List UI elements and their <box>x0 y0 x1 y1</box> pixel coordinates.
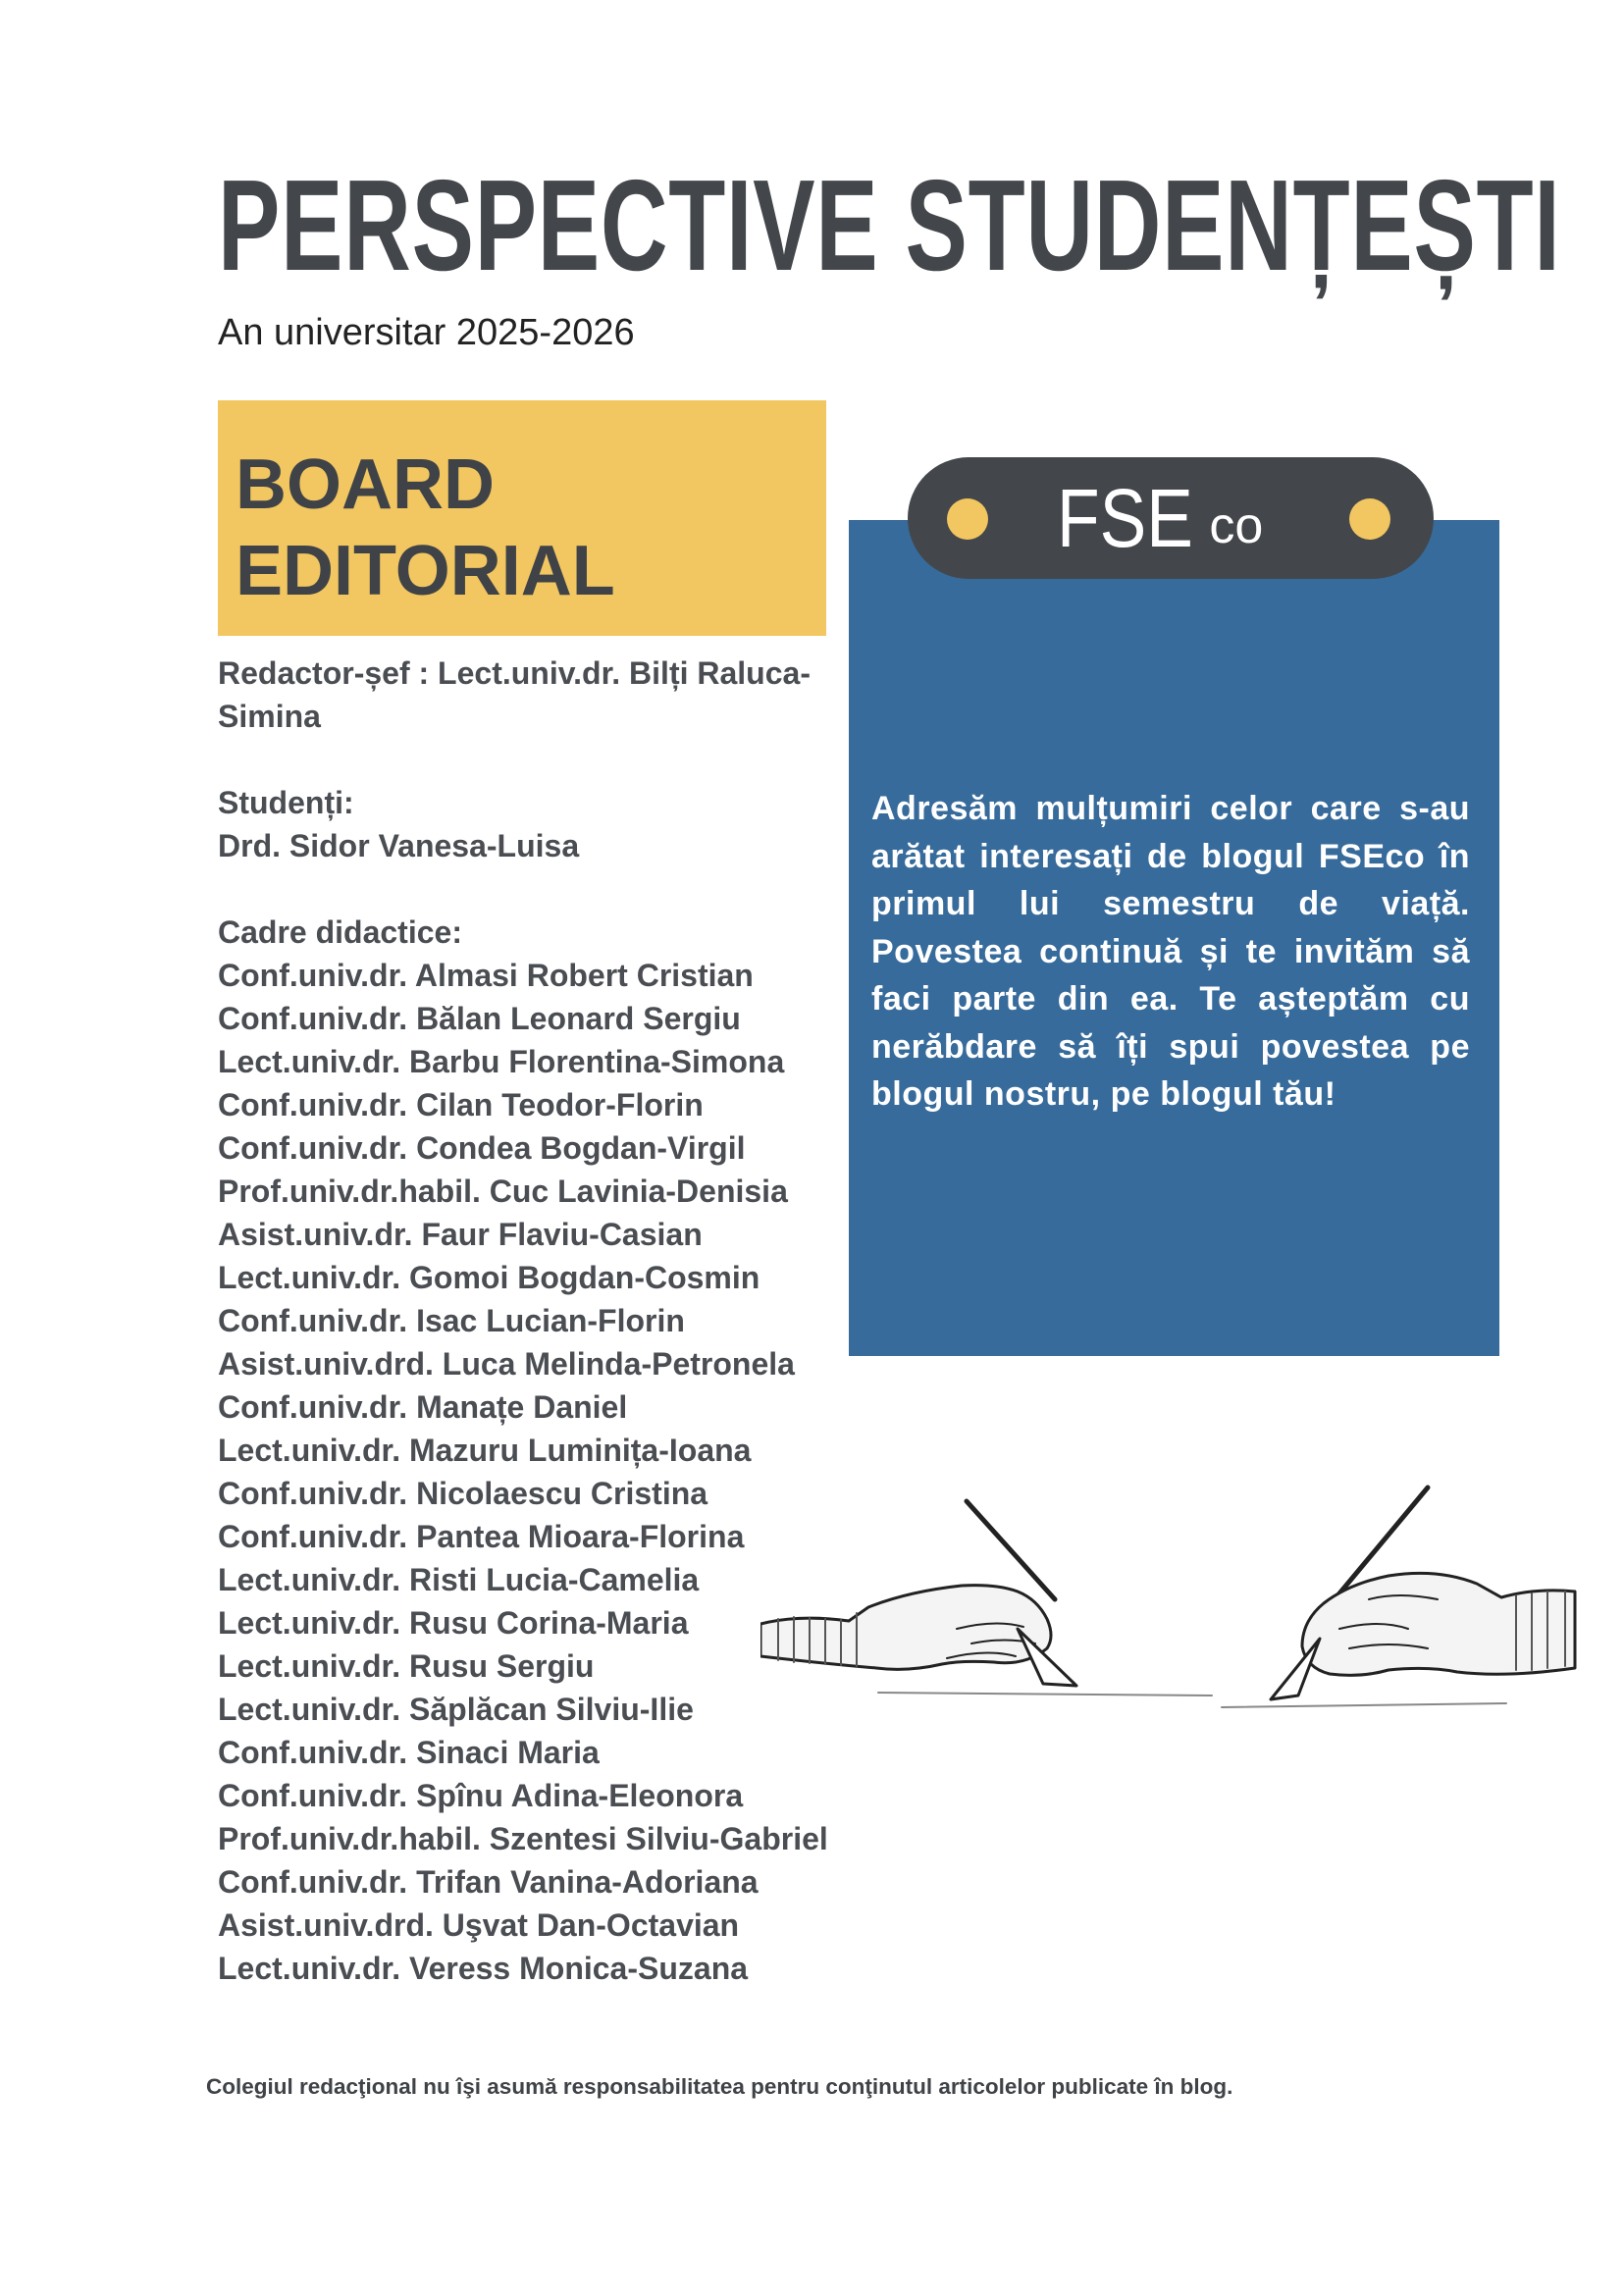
staff-name: Lect.univ.dr. Gomoi Bogdan-Cosmin <box>218 1260 760 1295</box>
staff-name: Conf.univ.dr. Trifan Vanina-Adoriana <box>218 1864 759 1900</box>
thanks-text: Adresăm mulțumiri celor care s-au arătat interesați de blogul FSEco în primul lui semestru de viață. Povestea continuă și te invităm să faci parte din ea. Te așteptăm cu nerăbdare să îți spui povestea pe blogul nostru, pe blogul tău! <box>871 790 1470 1113</box>
logo-sub-text: co <box>1209 497 1264 554</box>
student-name: Drd. Sidor Vanesa-Luisa <box>218 828 580 863</box>
board-heading <box>236 442 615 614</box>
staff-name: Prof.univ.dr.habil. Szentesi Silviu-Gabriel <box>218 1821 828 1856</box>
staff-name: Lect.univ.dr. Rusu Corina-Maria <box>218 1605 689 1641</box>
staff-name: Conf.univ.dr. Condea Bogdan-Virgil <box>218 1130 746 1166</box>
students-heading: Studenți: <box>218 785 354 820</box>
staff-name: Lect.univ.dr. Risti Lucia-Camelia <box>218 1562 700 1597</box>
staff-name: Conf.univ.dr. Almasi Robert Cristian <box>218 958 754 993</box>
editor-in-chief-line: Redactor-șef : Lect.univ.dr. Bilți Raluca- <box>218 655 811 691</box>
staff-name: Prof.univ.dr.habil. Cuc Lavinia-Denisia <box>218 1174 788 1209</box>
yellow-dot-icon <box>1349 498 1390 540</box>
footer-disclaimer: Colegiul redacţional nu îşi asumă responsabilitatea pentru conţinutul articolelor publicate în blog. <box>206 2074 1233 2099</box>
staff-name: Lect.univ.dr. Veress Monica-Suzana <box>218 1951 749 1986</box>
yellow-dot-icon <box>947 498 988 540</box>
staff-name: Lect.univ.dr. Mazuru Luminița-Ioana <box>218 1433 752 1468</box>
staff-name: Conf.univ.dr. Isac Lucian-Florin <box>218 1303 685 1338</box>
staff-name: Conf.univ.dr. Cilan Teodor-Florin <box>218 1087 704 1122</box>
staff-name: Asist.univ.drd. Uşvat Dan-Octavian <box>218 1907 740 1943</box>
logo-main-text: FSE <box>1057 472 1193 564</box>
staff-name: Lect.univ.dr. Rusu Sergiu <box>218 1648 595 1684</box>
fseco-logo <box>1057 457 1263 579</box>
staff-name: Lect.univ.dr. Barbu Florentina-Simona <box>218 1044 785 1079</box>
staff-name: Conf.univ.dr. Bălan Leonard Sergiu <box>218 1001 741 1036</box>
right-hand-icon <box>1222 1487 1575 1707</box>
staff-name: Conf.univ.dr. Spînu Adina-Eleonora <box>218 1778 744 1813</box>
board-heading-box <box>218 400 826 636</box>
staff-name: Conf.univ.dr. Sinaci Maria <box>218 1735 600 1770</box>
editorial-credits <box>218 652 865 1990</box>
academic-year: An universitar 2025-2026 <box>218 312 635 353</box>
writing-hands-illustration <box>760 1482 1585 1776</box>
board-heading-line: BOARD <box>236 445 495 524</box>
fseco-logo-badge <box>908 457 1434 579</box>
left-hand-icon <box>760 1501 1212 1696</box>
board-heading-line: EDITORIAL <box>236 532 615 610</box>
staff-name: Asist.univ.dr. Faur Flaviu-Casian <box>218 1217 703 1252</box>
staff-name: Conf.univ.dr. Pantea Mioara-Florina <box>218 1519 745 1554</box>
staff-name: Conf.univ.dr. Manațe Daniel <box>218 1389 628 1425</box>
staff-name: Asist.univ.drd. Luca Melinda-Petronela <box>218 1346 795 1382</box>
page-title: PERSPECTIVE STUDENȚEȘTI <box>218 153 1561 297</box>
staff-name: Lect.univ.dr. Săplăcan Silviu-Ilie <box>218 1692 694 1727</box>
staff-name: Conf.univ.dr. Nicolaescu Cristina <box>218 1476 708 1511</box>
staff-heading: Cadre didactice: <box>218 914 462 950</box>
editor-in-chief-line: Simina <box>218 699 321 734</box>
